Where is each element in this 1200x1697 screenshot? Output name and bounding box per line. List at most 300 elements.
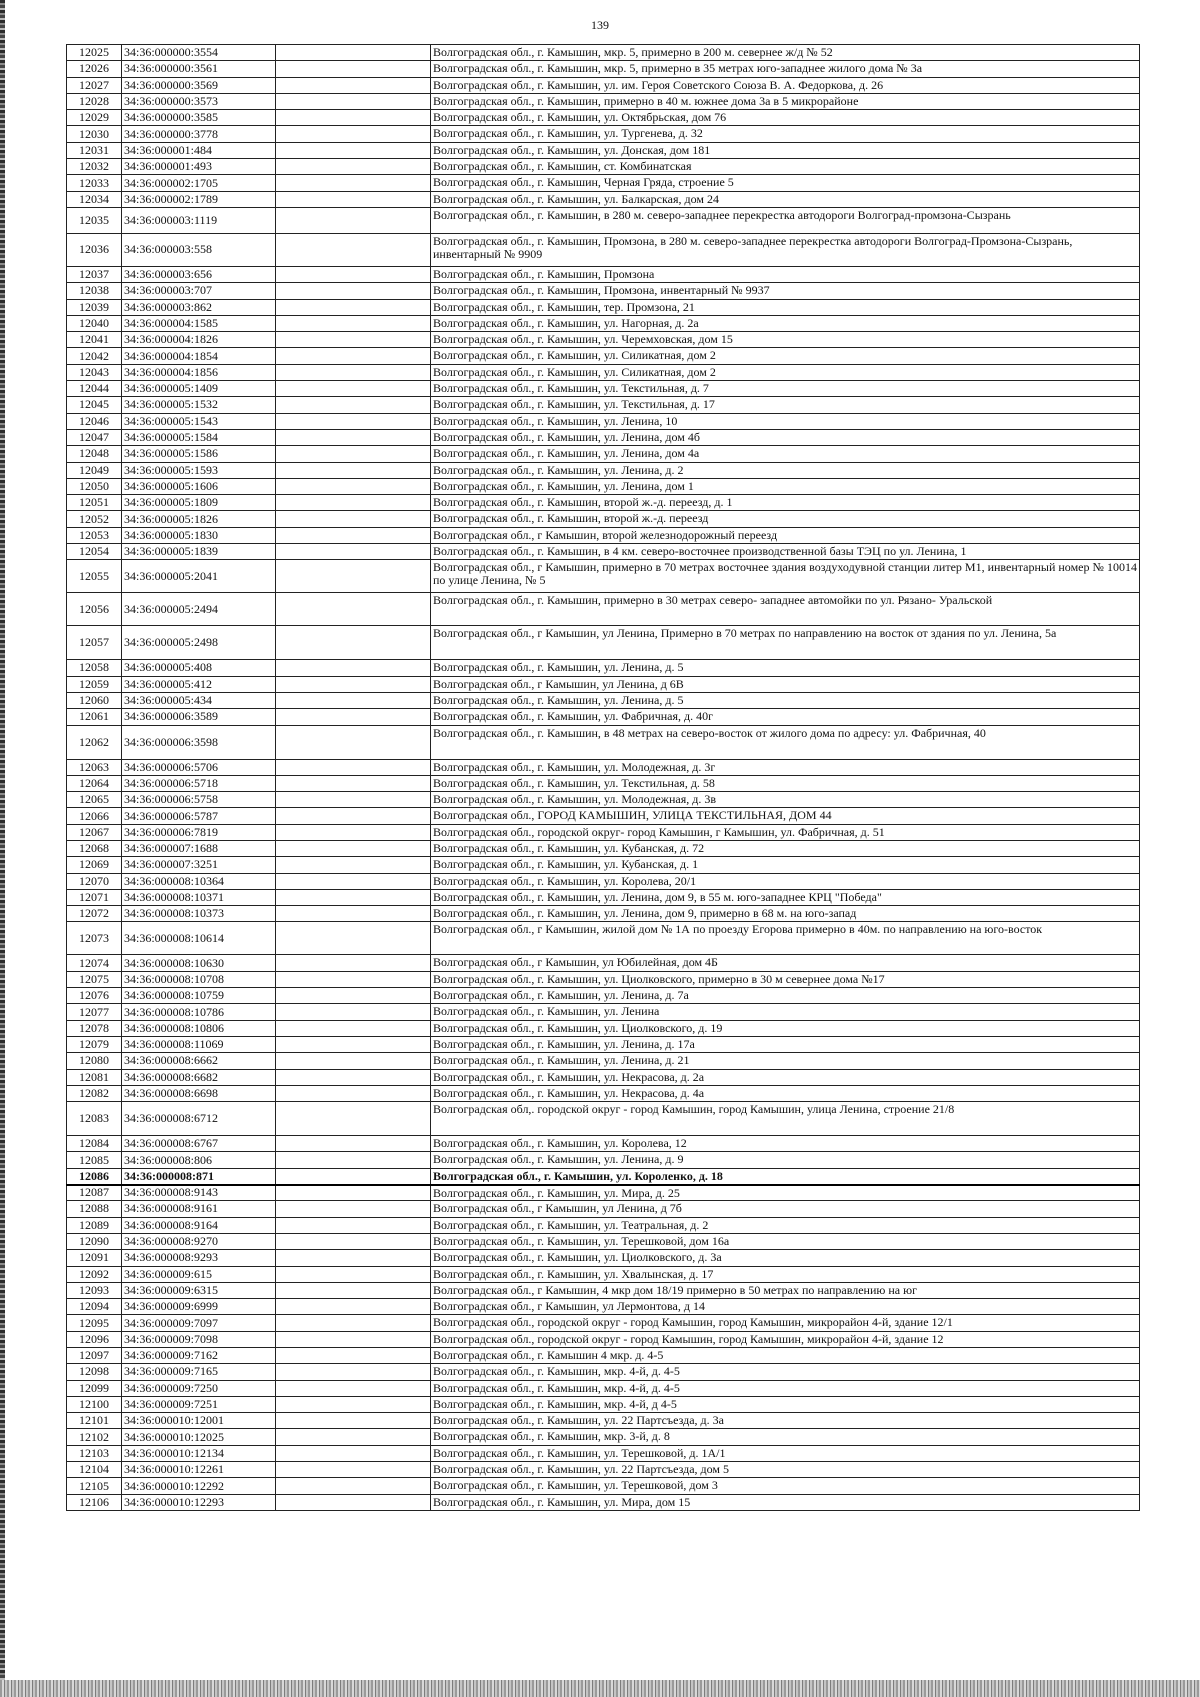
address-cell: Волгоградская обл., г Камышин, ул Юбилейная, дом 4Б [431, 955, 1140, 971]
empty-cell [276, 988, 431, 1004]
row-number-cell: 12094 [67, 1299, 122, 1315]
address-cell: Волгоградская обл., г. Камышин, в 280 м. северо-западнее перекрестка автодороги Волгоград-промзона-Сызрань [431, 207, 1140, 233]
empty-cell [276, 792, 431, 808]
cadastral-number-cell: 34:36:000006:3598 [122, 725, 276, 759]
cadastral-number-cell: 34:36:000006:7819 [122, 824, 276, 840]
address-cell: Волгоградская обл., г. Камышин, Промзона, в 280 м. северо-западнее перекрестка автодороги Волгоград-Промзона-Сызрань, инвентарный № 9909 [431, 233, 1140, 266]
row-number-cell: 12071 [67, 889, 122, 905]
empty-cell [276, 1380, 431, 1396]
row-number-cell: 12048 [67, 446, 122, 462]
cadastral-number-cell: 34:36:000005:2041 [122, 560, 276, 593]
empty-cell [276, 1004, 431, 1020]
row-number-cell: 12049 [67, 462, 122, 478]
row-number-cell: 12027 [67, 77, 122, 93]
table-row [67, 511, 1140, 527]
empty-cell [276, 1201, 431, 1217]
table-row [67, 191, 1140, 207]
empty-cell [276, 159, 431, 175]
address-cell: Волгоградская обл., г. Камышин, ул. Тургенева, д. 32 [431, 126, 1140, 142]
table-row [67, 1152, 1140, 1168]
empty-cell [276, 348, 431, 364]
cadastral-number-cell: 34:36:000005:1593 [122, 462, 276, 478]
cadastral-number-cell: 34:36:000003:707 [122, 283, 276, 299]
table-row [67, 857, 1140, 873]
cadastral-number-cell: 34:36:000008:9164 [122, 1217, 276, 1233]
empty-cell [276, 1299, 431, 1315]
address-cell: Волгоградская обл., г. Камышин, ул. Ленина, дом 4а [431, 446, 1140, 462]
table-row [67, 413, 1140, 429]
empty-cell [276, 1020, 431, 1036]
empty-cell [276, 207, 431, 233]
table-row [67, 1282, 1140, 1298]
empty-cell [276, 1315, 431, 1331]
row-number-cell: 12091 [67, 1250, 122, 1266]
row-number-cell: 12087 [67, 1185, 122, 1201]
row-number-cell: 12032 [67, 159, 122, 175]
row-number-cell: 12070 [67, 873, 122, 889]
address-cell: Волгоградская обл., г. Камышин, в 4 км. северо-восточнее производственной базы ТЭЦ по ул. Ленина, 1 [431, 544, 1140, 560]
cadastral-number-cell: 34:36:000008:6712 [122, 1102, 276, 1136]
cadastral-number-cell: 34:36:000007:3251 [122, 857, 276, 873]
address-cell: Волгоградская обл., г. Камышин, ул. Силикатная, дом 2 [431, 348, 1140, 364]
table-row [67, 1136, 1140, 1152]
table-row [67, 922, 1140, 955]
address-cell: Волгоградская обл., г. Камышин, второй ж.-д. переезд [431, 511, 1140, 527]
row-number-cell: 12076 [67, 988, 122, 1004]
row-number-cell: 12025 [67, 45, 122, 61]
empty-cell [276, 692, 431, 708]
row-number-cell: 12096 [67, 1331, 122, 1347]
empty-cell [276, 332, 431, 348]
cadastral-number-cell: 34:36:000010:12293 [122, 1494, 276, 1510]
cadastral-number-cell: 34:36:000003:656 [122, 266, 276, 282]
table-row [67, 1069, 1140, 1085]
cadastral-number-cell: 34:36:000010:12001 [122, 1413, 276, 1429]
empty-cell [276, 626, 431, 660]
row-number-cell: 12030 [67, 126, 122, 142]
table-row [67, 478, 1140, 494]
scan-edge-bottom [0, 1680, 1200, 1697]
table-row [67, 593, 1140, 626]
table-row [67, 1233, 1140, 1249]
row-number-cell: 12061 [67, 709, 122, 725]
cadastral-number-cell: 34:36:000004:1585 [122, 315, 276, 331]
table-row [67, 808, 1140, 824]
empty-cell [276, 840, 431, 856]
cadastral-number-cell: 34:36:000009:6315 [122, 1282, 276, 1298]
table-row [67, 1020, 1140, 1036]
table-row [67, 110, 1140, 126]
cadastral-number-cell: 34:36:000005:1532 [122, 397, 276, 413]
cadastral-number-cell: 34:36:000006:3589 [122, 709, 276, 725]
row-number-cell: 12083 [67, 1102, 122, 1136]
empty-cell [276, 1494, 431, 1510]
row-number-cell: 12081 [67, 1069, 122, 1085]
address-cell: Волгоградская обл., г. Камышин, ул. Ленина, д. 21 [431, 1053, 1140, 1069]
table-row [67, 660, 1140, 676]
table-row [67, 1217, 1140, 1233]
address-cell: Волгоградская обл,. городской округ - город Камышин, город Камышин, улица Ленина, строение 21/8 [431, 1102, 1140, 1136]
table-row [67, 1168, 1140, 1184]
address-cell: Волгоградская обл., г. Камышин, ул. 22 Партсъезда, дом 5 [431, 1462, 1140, 1478]
cadastral-number-cell: 34:36:000008:9143 [122, 1185, 276, 1201]
empty-cell [276, 824, 431, 840]
cadastral-number-cell: 34:36:000005:1584 [122, 429, 276, 445]
empty-cell [276, 315, 431, 331]
address-cell: Волгоградская обл., г. Камышин, ул. Ленина, дом 1 [431, 478, 1140, 494]
cadastral-number-cell: 34:36:000001:484 [122, 142, 276, 158]
table-row [67, 759, 1140, 775]
empty-cell [276, 110, 431, 126]
table-row [67, 1250, 1140, 1266]
cadastral-number-cell: 34:36:000005:1586 [122, 446, 276, 462]
row-number-cell: 12104 [67, 1462, 122, 1478]
address-cell: Волгоградская обл., г. Камышин, ул. Ленина, дом 9, в 55 м. юго-западнее КРЦ "Победа" [431, 889, 1140, 905]
cadastral-number-cell: 34:36:000003:558 [122, 233, 276, 266]
address-cell: Волгоградская обл., г. Камышин, ул. Силикатная, дом 2 [431, 364, 1140, 380]
row-number-cell: 12037 [67, 266, 122, 282]
address-cell: Волгоградская обл., г. Камышин, ул. Циолковского, примерно в 30 м севернее дома №17 [431, 971, 1140, 987]
empty-cell [276, 1136, 431, 1152]
empty-cell [276, 397, 431, 413]
table-row [67, 266, 1140, 282]
table-row [67, 1331, 1140, 1347]
address-cell: Волгоградская обл., городской округ- город Камышин, г Камышин, ул. Фабричная, д. 51 [431, 824, 1140, 840]
table-row [67, 1494, 1140, 1510]
cadastral-number-cell: 34:36:000008:10806 [122, 1020, 276, 1036]
table-row [67, 93, 1140, 109]
table-row [67, 61, 1140, 77]
cadastral-number-cell: 34:36:000008:6662 [122, 1053, 276, 1069]
table-row [67, 175, 1140, 191]
address-cell: Волгоградская обл., г Камышин, второй железнодорожный переезд [431, 527, 1140, 543]
address-cell: Волгоградская обл., г. Камышин, ул. Короленко, д. 18 [431, 1168, 1140, 1184]
cadastral-number-cell: 34:36:000010:12261 [122, 1462, 276, 1478]
empty-cell [276, 45, 431, 61]
row-number-cell: 12068 [67, 840, 122, 856]
empty-cell [276, 1185, 431, 1201]
table-row [67, 1413, 1140, 1429]
address-cell: Волгоградская обл., г Камышин, жилой дом № 1А по проезду Егорова примерно в 40м. по направлению на юго-восток [431, 922, 1140, 955]
cadastral-number-cell: 34:36:000009:7162 [122, 1348, 276, 1364]
table-row [67, 824, 1140, 840]
address-cell: Волгоградская обл., г. Камышин, Черная Гряда, строение 5 [431, 175, 1140, 191]
row-number-cell: 12066 [67, 808, 122, 824]
empty-cell [276, 527, 431, 543]
address-cell: Волгоградская обл., ГОРОД КАМЫШИН, УЛИЦА ТЕКСТИЛЬНАЯ, ДОМ 44 [431, 808, 1140, 824]
row-number-cell: 12063 [67, 759, 122, 775]
table-row [67, 142, 1140, 158]
table-row [67, 283, 1140, 299]
address-cell: Волгоградская обл., г. Камышин, ул. Донская, дом 181 [431, 142, 1140, 158]
empty-cell [276, 381, 431, 397]
empty-cell [276, 1331, 431, 1347]
row-number-cell: 12053 [67, 527, 122, 543]
empty-cell [276, 1478, 431, 1494]
cadastral-number-cell: 34:36:000008:871 [122, 1168, 276, 1184]
empty-cell [276, 413, 431, 429]
row-number-cell: 12058 [67, 660, 122, 676]
cadastral-number-cell: 34:36:000008:10708 [122, 971, 276, 987]
empty-cell [276, 478, 431, 494]
row-number-cell: 12035 [67, 207, 122, 233]
address-cell: Волгоградская обл., г. Камышин, ул. Циолковского, д. 3а [431, 1250, 1140, 1266]
empty-cell [276, 1462, 431, 1478]
empty-cell [276, 1233, 431, 1249]
cadastral-number-cell: 34:36:000003:862 [122, 299, 276, 315]
empty-cell [276, 299, 431, 315]
cadastral-number-cell: 34:36:000008:6698 [122, 1085, 276, 1101]
row-number-cell: 12079 [67, 1036, 122, 1052]
cadastral-number-cell: 34:36:000003:1119 [122, 207, 276, 233]
cadastral-number-cell: 34:36:000005:1826 [122, 511, 276, 527]
table-row [67, 1102, 1140, 1136]
table-row [67, 792, 1140, 808]
row-number-cell: 12040 [67, 315, 122, 331]
table-row [67, 45, 1140, 61]
address-cell: Волгоградская обл., г. Камышин, ст. Комбинатская [431, 159, 1140, 175]
table-row [67, 1478, 1140, 1494]
address-cell: Волгоградская обл., г. Камышин, ул. Циолковского, д. 19 [431, 1020, 1140, 1036]
cadastral-number-cell: 34:36:000009:615 [122, 1266, 276, 1282]
address-cell: Волгоградская обл., городской округ - город Камышин, город Камышин, микрорайон 4-й, здание 12 [431, 1331, 1140, 1347]
row-number-cell: 12065 [67, 792, 122, 808]
address-cell: Волгоградская обл., г. Камышин, ул. Фабричная, д. 40г [431, 709, 1140, 725]
cadastral-number-cell: 34:36:000009:7165 [122, 1364, 276, 1380]
cadastral-number-cell: 34:36:000006:5787 [122, 808, 276, 824]
address-cell: Волгоградская обл., г Камышин, 4 мкр дом 18/19 примерно в 50 метрах по направлению на юг [431, 1282, 1140, 1298]
empty-cell [276, 889, 431, 905]
cadastral-number-cell: 34:36:000008:806 [122, 1152, 276, 1168]
address-cell: Волгоградская обл., г. Камышин, мкр. 4-й, д 4-5 [431, 1396, 1140, 1412]
row-number-cell: 12055 [67, 560, 122, 593]
row-number-cell: 12057 [67, 626, 122, 660]
empty-cell [276, 1085, 431, 1101]
empty-cell [276, 955, 431, 971]
table-row [67, 692, 1140, 708]
table-row [67, 77, 1140, 93]
row-number-cell: 12105 [67, 1478, 122, 1494]
address-cell: Волгоградская обл., г. Камышин, примерно в 30 метрах северо- западнее автомойки по ул. Рязано- Уральской [431, 593, 1140, 626]
table-row [67, 840, 1140, 856]
address-cell: Волгоградская обл., г. Камышин, ул. Ленина, д. 2 [431, 462, 1140, 478]
empty-cell [276, 61, 431, 77]
address-cell: Волгоградская обл., г. Камышин, ул. Терешковой, дом 3 [431, 1478, 1140, 1494]
table-row [67, 495, 1140, 511]
row-number-cell: 12056 [67, 593, 122, 626]
empty-cell [276, 1036, 431, 1052]
row-number-cell: 12062 [67, 725, 122, 759]
address-cell: Волгоградская обл., г. Камышин, ул. Королева, 20/1 [431, 873, 1140, 889]
empty-cell [276, 709, 431, 725]
address-cell: Волгоградская обл., г. Камышин, ул. Текстильная, д. 58 [431, 775, 1140, 791]
table-row [67, 299, 1140, 315]
address-cell: Волгоградская обл., г. Камышин, ул. Театральная, д. 2 [431, 1217, 1140, 1233]
empty-cell [276, 446, 431, 462]
page-number: 139 [591, 18, 609, 32]
cadastral-number-cell: 34:36:000010:12025 [122, 1429, 276, 1445]
address-cell: Волгоградская обл., г. Камышин, ул. Ленина, д. 17а [431, 1036, 1140, 1052]
table-row [67, 1085, 1140, 1101]
address-cell: Волгоградская обл., г. Камышин, ул. Нагорная, д. 2а [431, 315, 1140, 331]
register-table [66, 44, 1140, 1511]
cadastral-number-cell: 34:36:000004:1856 [122, 364, 276, 380]
table-row [67, 544, 1140, 560]
cadastral-number-cell: 34:36:000004:1826 [122, 332, 276, 348]
cadastral-number-cell: 34:36:000008:10373 [122, 906, 276, 922]
table-row [67, 159, 1140, 175]
empty-cell [276, 560, 431, 593]
empty-cell [276, 191, 431, 207]
row-number-cell: 12106 [67, 1494, 122, 1510]
row-number-cell: 12082 [67, 1085, 122, 1101]
empty-cell [276, 593, 431, 626]
row-number-cell: 12101 [67, 1413, 122, 1429]
table-row [67, 1396, 1140, 1412]
row-number-cell: 12092 [67, 1266, 122, 1282]
row-number-cell: 12100 [67, 1396, 122, 1412]
empty-cell [276, 511, 431, 527]
address-cell: Волгоградская обл., г. Камышин, ул. им. Героя Советского Союза В. А. Федоркова, д. 26 [431, 77, 1140, 93]
table-row [67, 955, 1140, 971]
row-number-cell: 12059 [67, 676, 122, 692]
empty-cell [276, 808, 431, 824]
address-cell: Волгоградская обл., г. Камышин, Промзона, инвентарный № 9937 [431, 283, 1140, 299]
address-cell: Волгоградская обл., г. Камышин, ул. Мира, дом 15 [431, 1494, 1140, 1510]
cadastral-number-cell: 34:36:000009:7250 [122, 1380, 276, 1396]
empty-cell [276, 126, 431, 142]
row-number-cell: 12046 [67, 413, 122, 429]
table-row [67, 446, 1140, 462]
cadastral-number-cell: 34:36:000000:3585 [122, 110, 276, 126]
cadastral-number-cell: 34:36:000006:5706 [122, 759, 276, 775]
address-cell: Волгоградская обл., г. Камышин, мкр. 4-й, д. 4-5 [431, 1380, 1140, 1396]
table-row [67, 906, 1140, 922]
empty-cell [276, 1396, 431, 1412]
address-cell: Волгоградская обл., г. Камышин, мкр. 4-й, д. 4-5 [431, 1364, 1140, 1380]
empty-cell [276, 676, 431, 692]
cadastral-number-cell: 34:36:000005:1830 [122, 527, 276, 543]
table-row [67, 348, 1140, 364]
empty-cell [276, 873, 431, 889]
cadastral-number-cell: 34:36:000000:3554 [122, 45, 276, 61]
cadastral-number-cell: 34:36:000008:11069 [122, 1036, 276, 1052]
table-row [67, 1299, 1140, 1315]
address-cell: Волгоградская обл., г. Камышин, ул. Кубанская, д. 72 [431, 840, 1140, 856]
cadastral-number-cell: 34:36:000005:2498 [122, 626, 276, 660]
cadastral-number-cell: 34:36:000005:412 [122, 676, 276, 692]
address-cell: Волгоградская обл., г. Камышин, ул. Черемховская, дом 15 [431, 332, 1140, 348]
row-number-cell: 12051 [67, 495, 122, 511]
row-number-cell: 12054 [67, 544, 122, 560]
row-number-cell: 12028 [67, 93, 122, 109]
row-number-cell: 12036 [67, 233, 122, 266]
cadastral-number-cell: 34:36:000005:1839 [122, 544, 276, 560]
table-row [67, 233, 1140, 266]
address-cell: Волгоградская обл., г. Камышин, мкр. 3-й, д. 8 [431, 1429, 1140, 1445]
empty-cell [276, 233, 431, 266]
address-cell: Волгоградская обл., г. Камышин, примерно в 40 м. южнее дома 3а в 5 микрорайоне [431, 93, 1140, 109]
row-number-cell: 12097 [67, 1348, 122, 1364]
empty-cell [276, 1364, 431, 1380]
empty-cell [276, 1348, 431, 1364]
address-cell: Волгоградская обл., г. Камышин, ул. Королева, 12 [431, 1136, 1140, 1152]
cadastral-number-cell: 34:36:000005:1809 [122, 495, 276, 511]
empty-cell [276, 660, 431, 676]
row-number-cell: 12041 [67, 332, 122, 348]
row-number-cell: 12084 [67, 1136, 122, 1152]
empty-cell [276, 971, 431, 987]
address-cell: Волгоградская обл., г Камышин, ул Лермонтова, д 14 [431, 1299, 1140, 1315]
empty-cell [276, 1445, 431, 1461]
empty-cell [276, 1250, 431, 1266]
row-number-cell: 12074 [67, 955, 122, 971]
empty-cell [276, 922, 431, 955]
address-cell: Волгоградская обл., г. Камышин, тер. Промзона, 21 [431, 299, 1140, 315]
address-cell: Волгоградская обл., г. Камышин, ул. Ленина [431, 1004, 1140, 1020]
cadastral-number-cell: 34:36:000000:3569 [122, 77, 276, 93]
cadastral-number-cell: 34:36:000008:10759 [122, 988, 276, 1004]
address-cell: Волгоградская обл., г. Камышин, ул. Некрасова, д. 2а [431, 1069, 1140, 1085]
cadastral-number-cell: 34:36:000002:1705 [122, 175, 276, 191]
cadastral-number-cell: 34:36:000005:1409 [122, 381, 276, 397]
address-cell: Волгоградская обл., г. Камышин, ул. Ленина, д. 5 [431, 660, 1140, 676]
table-row [67, 873, 1140, 889]
cadastral-number-cell: 34:36:000009:7098 [122, 1331, 276, 1347]
cadastral-number-cell: 34:36:000008:10630 [122, 955, 276, 971]
table-row [67, 1185, 1140, 1201]
cadastral-number-cell: 34:36:000008:10786 [122, 1004, 276, 1020]
empty-cell [276, 1282, 431, 1298]
table-row [67, 364, 1140, 380]
row-number-cell: 12042 [67, 348, 122, 364]
row-number-cell: 12085 [67, 1152, 122, 1168]
address-cell: Волгоградская обл., г. Камышин, ул. Хвалынская, д. 17 [431, 1266, 1140, 1282]
row-number-cell: 12039 [67, 299, 122, 315]
table-row [67, 1201, 1140, 1217]
empty-cell [276, 283, 431, 299]
address-cell: Волгоградская обл., г Камышин, ул Ленина, д 6В [431, 676, 1140, 692]
cadastral-number-cell: 34:36:000005:1543 [122, 413, 276, 429]
row-number-cell: 12093 [67, 1282, 122, 1298]
row-number-cell: 12086 [67, 1168, 122, 1184]
row-number-cell: 12078 [67, 1020, 122, 1036]
address-cell: Волгоградская обл., г. Камышин, ул. Ленина, 10 [431, 413, 1140, 429]
cadastral-number-cell: 34:36:000008:6682 [122, 1069, 276, 1085]
table-row [67, 315, 1140, 331]
empty-cell [276, 725, 431, 759]
address-cell: Волгоградская обл., г. Камышин 4 мкр. д. 4-5 [431, 1348, 1140, 1364]
empty-cell [276, 142, 431, 158]
cadastral-number-cell: 34:36:000002:1789 [122, 191, 276, 207]
cadastral-number-cell: 34:36:000010:12292 [122, 1478, 276, 1494]
table-row [67, 332, 1140, 348]
empty-cell [276, 1102, 431, 1136]
row-number-cell: 12095 [67, 1315, 122, 1331]
row-number-cell: 12088 [67, 1201, 122, 1217]
address-cell: Волгоградская обл., г. Камышин, ул. Октябрьская, дом 76 [431, 110, 1140, 126]
row-number-cell: 12064 [67, 775, 122, 791]
cadastral-number-cell: 34:36:000001:493 [122, 159, 276, 175]
address-cell: Волгоградская обл., г. Камышин, ул. Балкарская, дом 24 [431, 191, 1140, 207]
row-number-cell: 12102 [67, 1429, 122, 1445]
address-cell: Волгоградская обл., г. Камышин, ул. Ленина, дом 9, примерно в 68 м. на юго-запад [431, 906, 1140, 922]
empty-cell [276, 93, 431, 109]
empty-cell [276, 1152, 431, 1168]
cadastral-number-cell: 34:36:000009:7251 [122, 1396, 276, 1412]
table-row [67, 1380, 1140, 1396]
row-number-cell: 12050 [67, 478, 122, 494]
